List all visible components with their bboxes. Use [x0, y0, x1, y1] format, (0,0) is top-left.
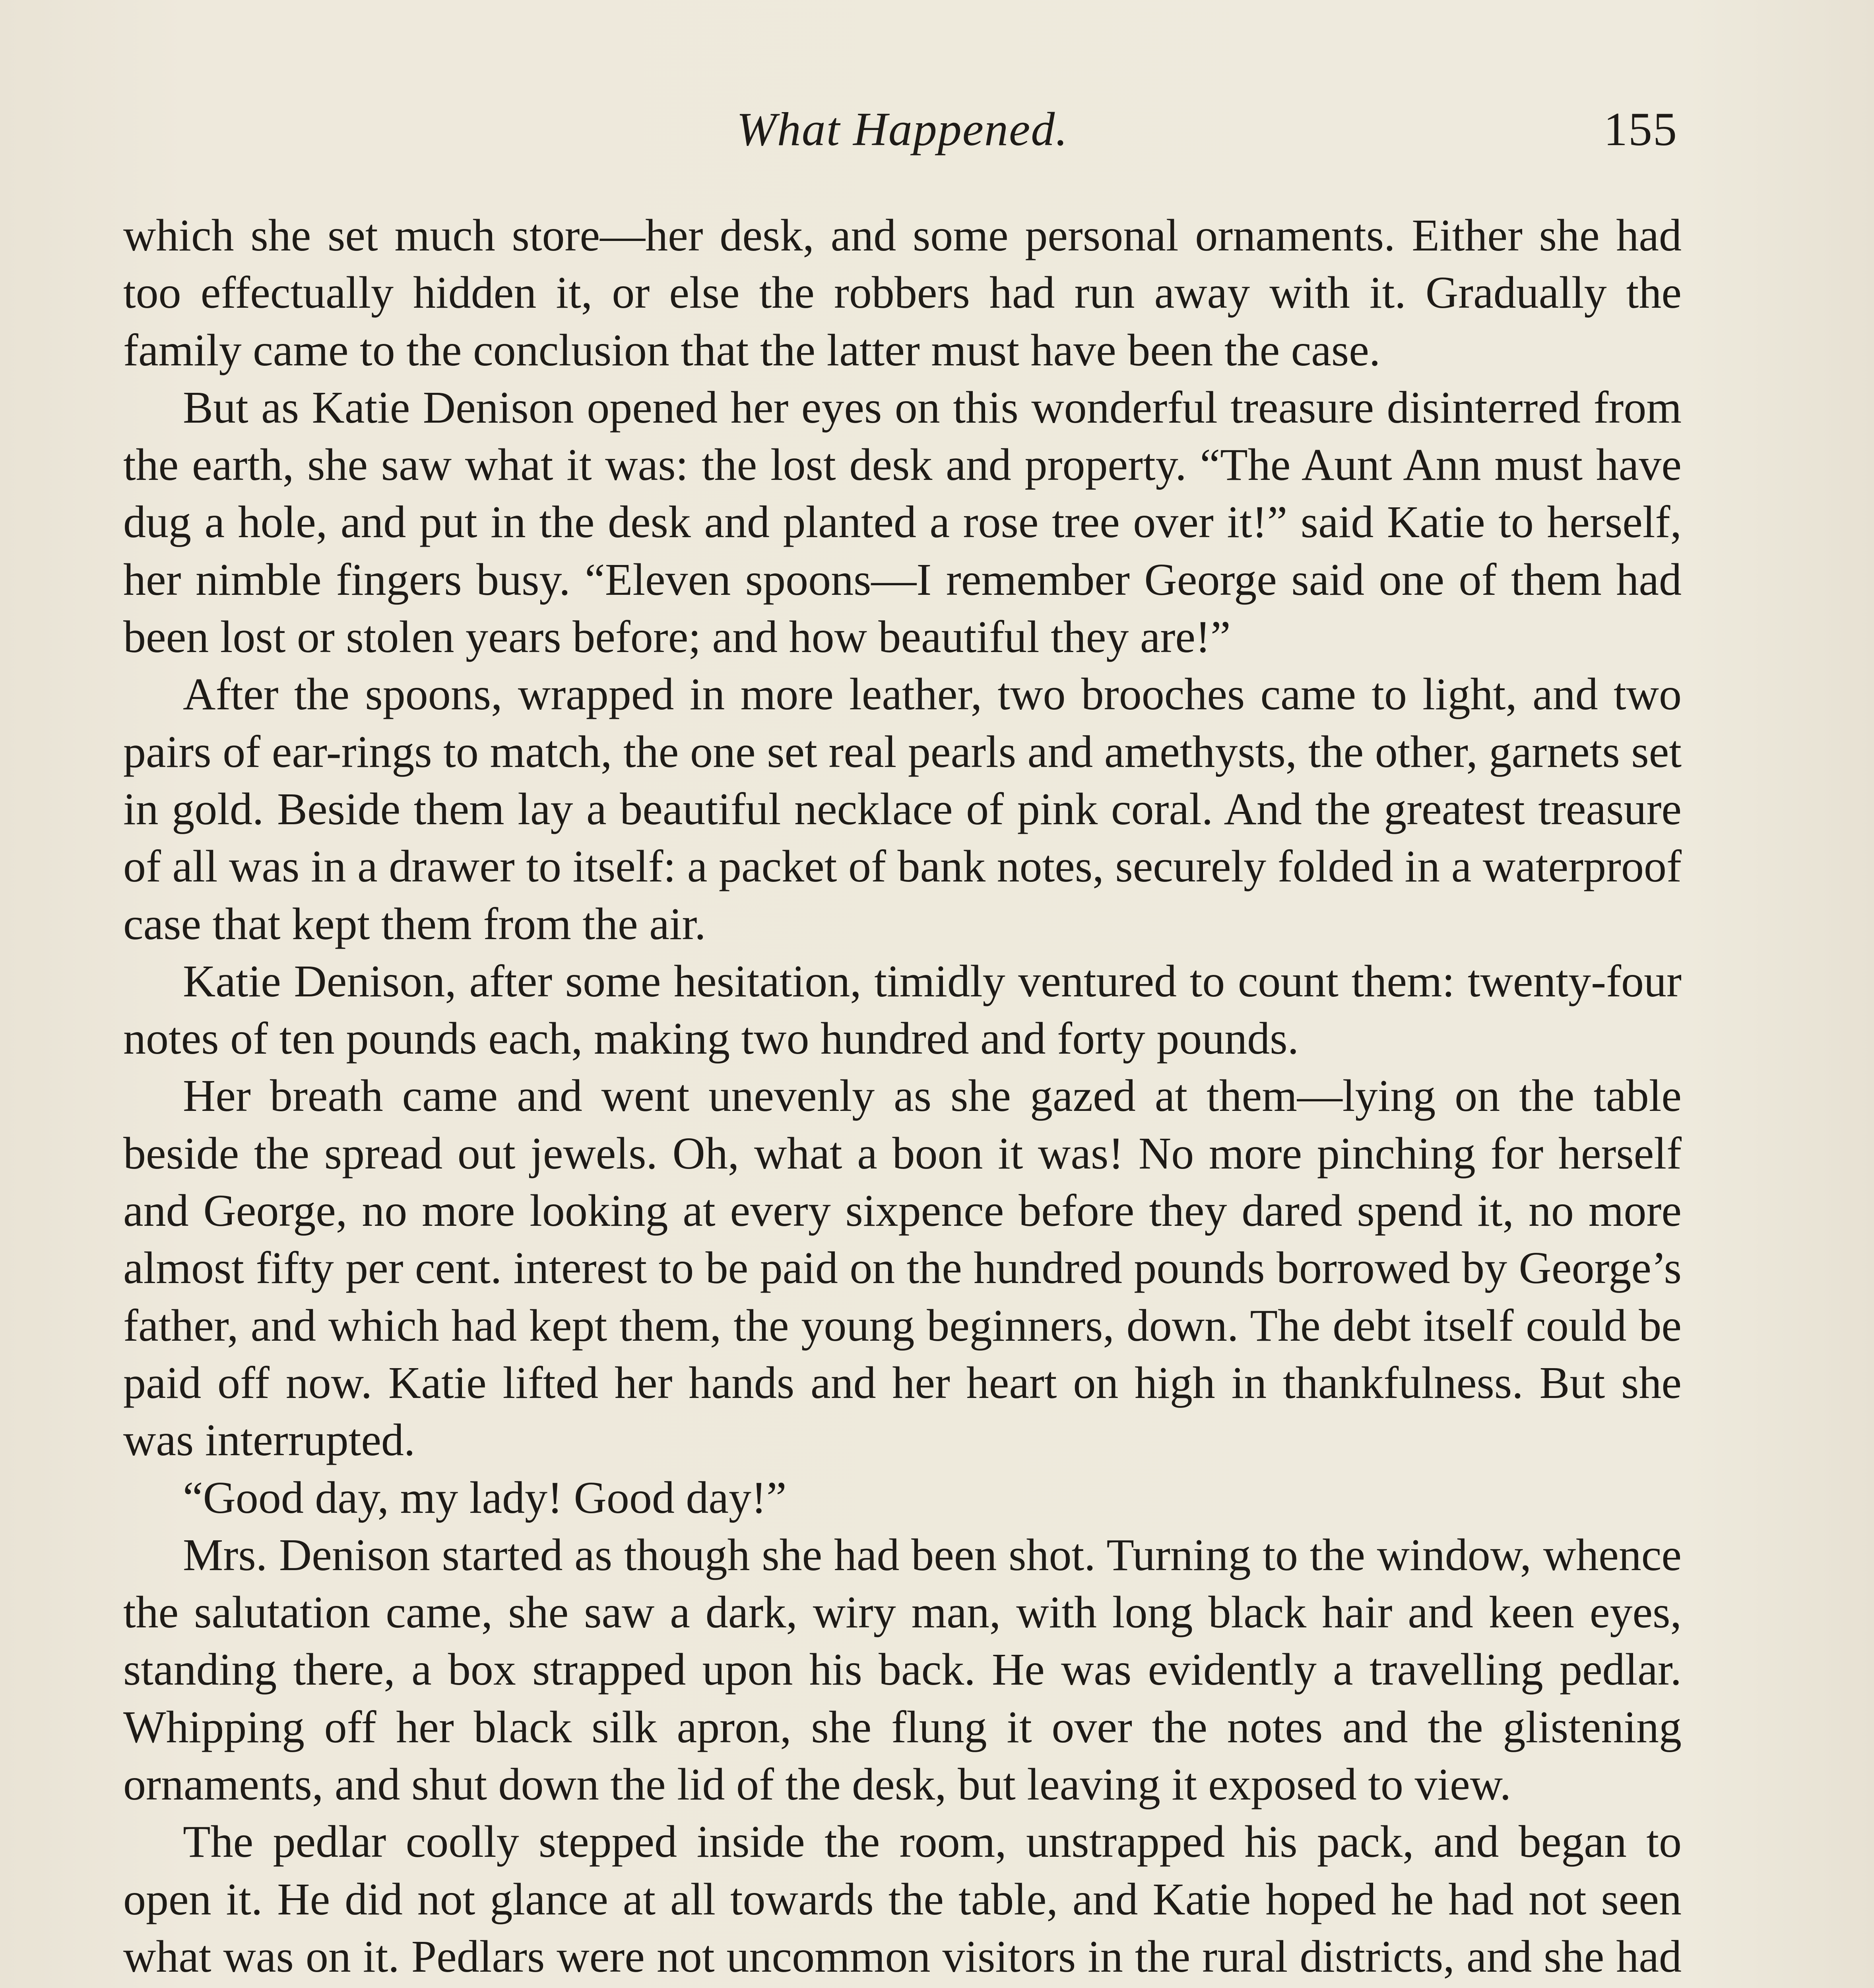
- running-title: What Happened.: [736, 103, 1069, 155]
- paragraph-3: After the spoons, wrapped in more leather, two brooches came to light, and two pairs of ear-rings to match, the one set real pearls and amethysts, the other, garnets set in gold. Beside them lay a beautiful necklace of pink coral. And the greatest treasure of all was in a drawer to itself: a packet of bank notes, securely folded in a waterproof case that kept them from the air.: [123, 669, 1682, 949]
- paragraph-8: The pedlar coolly stepped inside the room, unstrapped his pack, and began to open it. He did not glance at all towards the table, and Katie hoped he had not seen what was on it. Pedlars were not uncommon visitors in the rural districts, and she had: [123, 1816, 1682, 1982]
- paragraph-1: which she set much store—her desk, and some personal ornaments. Either she had too effectually hidden it, or else the robbers had run away with it. Gradually the family came to the conclusion that the latter must have been the case.: [123, 210, 1682, 375]
- paragraph-5: Her breath came and went unevenly as she gazed at them—lying on the table beside the spread out jewels. Oh, what a boon it was! No more pinching for herself and George, no more looking at every sixpence before they dared spend it, no more almost fifty per cent. interest to be paid on the hundred pounds borrowed by George’s father, and which had kept them, the young beginners, down. The debt itself could be paid off now. Katie lifted her hands and her heart on high in thankfulness. But she was interrupted.: [123, 1070, 1682, 1466]
- paragraph-7: Mrs. Denison started as though she had been shot. Turning to the window, whence the salutation came, she saw a dark, wiry man, with long black hair and keen eyes, standing there, a box strapped upon his back. He was evidently a travelling pedlar. Whipping off her black silk apron, she flung it over the notes and the glistening ornaments, and shut down the lid of the desk, but leaving it exposed to view.: [123, 1529, 1682, 1810]
- paragraph-2: But as Katie Denison opened her eyes on this wonderful treasure disinterred from the earth, she saw what it was: the lost desk and property. “The Aunt Ann must have dug a hole, and put in the desk and planted a rose tree over it!” said Katie to herself, her nimble fingers busy. “Eleven spoons—I remember George said one of them had been lost or stolen years before; and how beautiful they are!”: [123, 382, 1682, 662]
- page-number: 155: [1604, 103, 1678, 155]
- paragraph-6: “Good day, my lady! Good day!”: [183, 1472, 787, 1523]
- body-text: [123, 207, 1682, 1988]
- paragraph-4: Katie Denison, after some hesitation, timidly ventured to count them: twenty-four notes of ten pounds each, making two hundred and forty pounds.: [123, 955, 1682, 1064]
- running-head: [123, 99, 1682, 159]
